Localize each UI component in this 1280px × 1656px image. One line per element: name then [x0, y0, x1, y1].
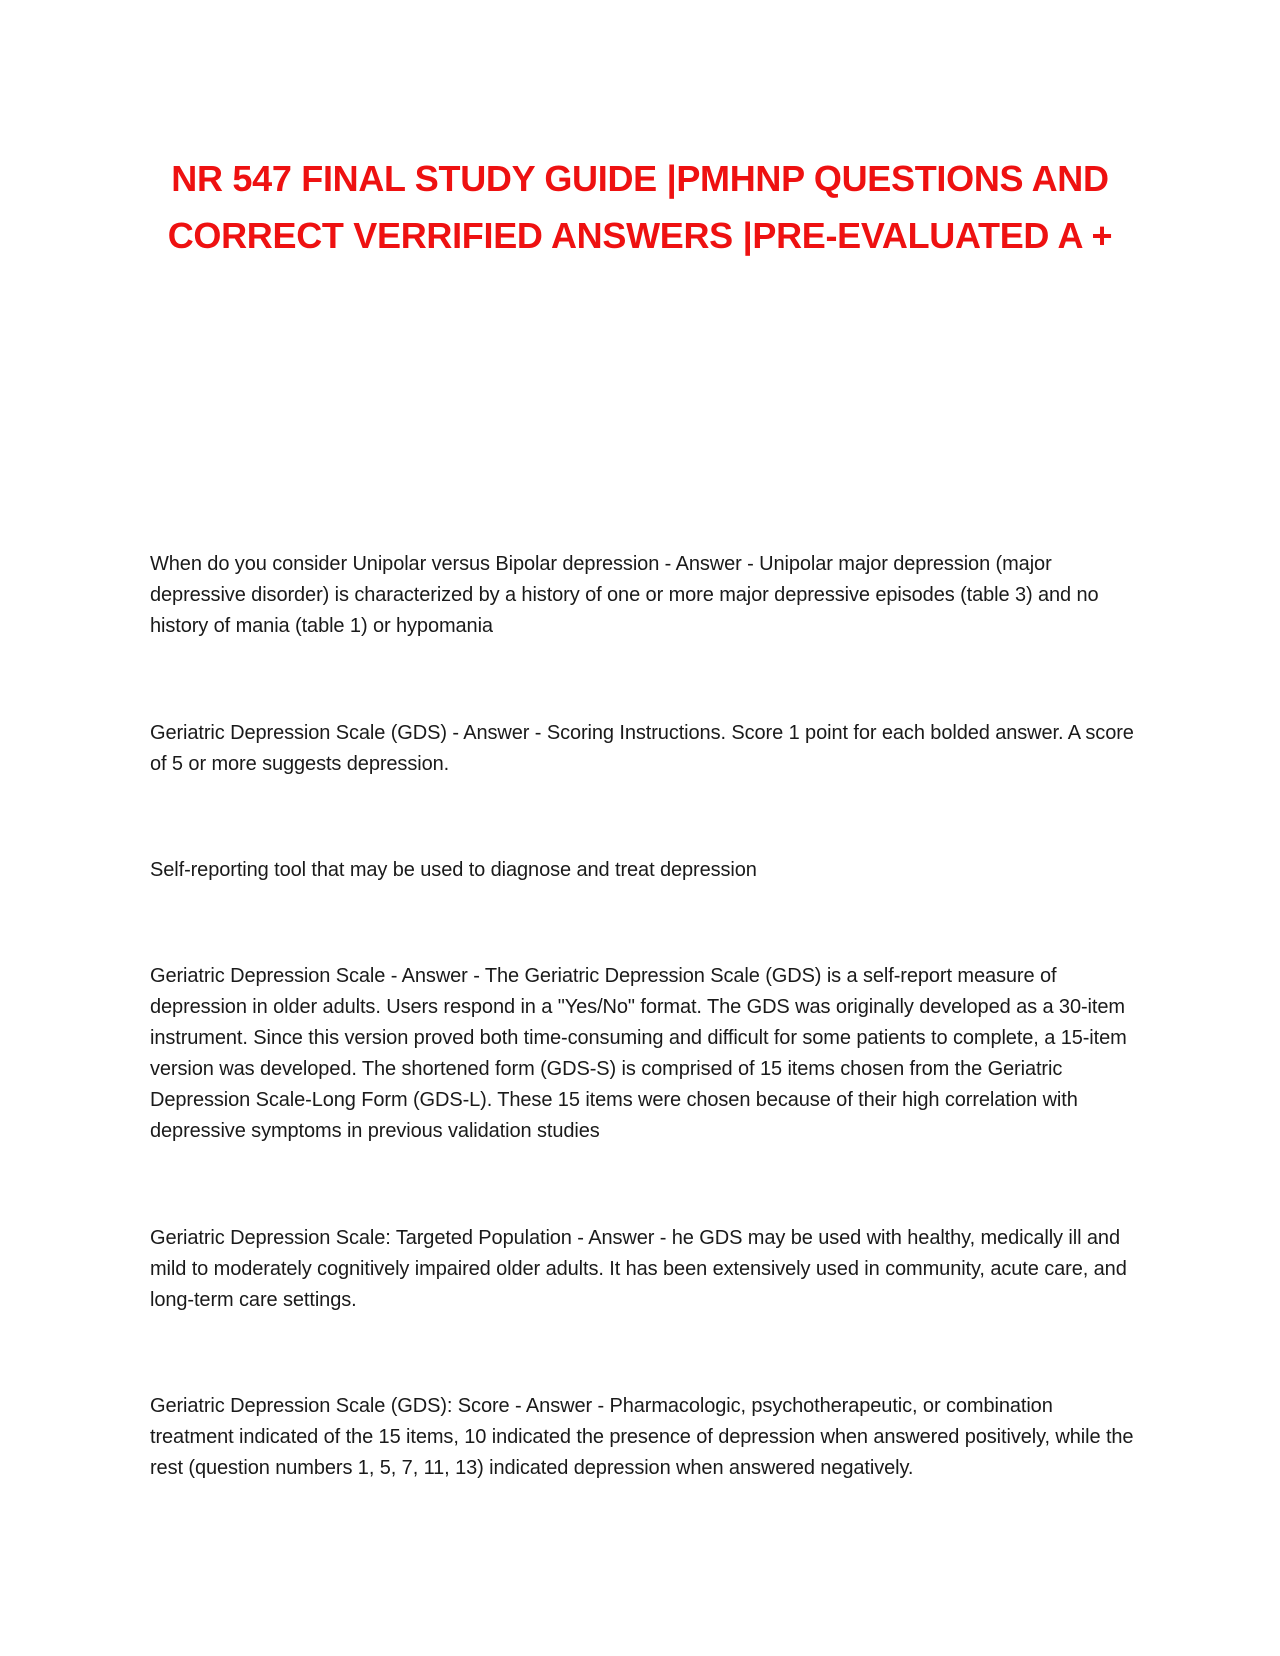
entry-answer: The Geriatric Depression Scale (GDS) is a self-report measure of depression in older adults. Users respond in a "Yes/No" format. The GDS was originally developed as a 30-item instrument. Since this version proved both time-consuming and difficult for some patients to complete, a 15-item version was developed. The shortened form (GDS-S) is comprised of 15 items chosen from the Geriatric Depression Scale-Long Form (GDS-L). These 15 items were chosen because of their high correlation with depressive symptoms in previous validation studies: [150, 965, 1127, 1142]
page-title: [120, 150, 1160, 264]
entry-question: Geriatric Depression Scale (GDS): Score: [150, 1395, 510, 1417]
qa-entry: [150, 1391, 1135, 1484]
entry-text: Self-reporting tool that may be used to diagnose and treat depression: [150, 859, 757, 881]
answer-separator: - Answer -: [509, 1395, 610, 1417]
title-line-1: NR 547 FINAL STUDY GUIDE |PMHNP QUESTIONS AND: [171, 158, 1109, 199]
entry-answer: he GDS may be used with healthy, medically ill and mild to moderately cognitively impaired older adults. It has been extensively used in community, acute care, and long-term care settings.: [150, 1227, 1127, 1311]
answer-separator: - Answer -: [571, 1227, 672, 1249]
answer-separator: - Answer -: [446, 722, 547, 744]
qa-entry: [150, 961, 1135, 1147]
answer-separator: - Answer -: [659, 553, 760, 575]
text-entry: [150, 855, 1135, 886]
qa-entry: [150, 1223, 1135, 1316]
answer-separator: - Answer -: [385, 965, 485, 987]
title-line-2: CORRECT VERRIFIED ANSWERS |PRE-EVALUATED A +: [167, 215, 1113, 256]
entry-question: When do you consider Unipolar versus Bipolar depression: [150, 553, 660, 575]
entry-answer: Unipolar major depression (major depressive disorder) is characterized by a history of one or more major depressive episodes (table 3) and no history of mania (table 1) or hypomania: [150, 553, 1099, 637]
qa-entry: [150, 718, 1135, 780]
entry-question: Geriatric Depression Scale (GDS): [150, 722, 447, 744]
entry-answer: Scoring Instructions. Score 1 point for each bolded answer. A score of 5 or more suggests depression.: [150, 722, 1134, 775]
entry-question: Geriatric Depression Scale: Targeted Population: [150, 1227, 572, 1249]
entry-question: Geriatric Depression Scale: [150, 965, 386, 987]
qa-entry: [150, 549, 1135, 642]
entry-answer: Pharmacologic, psychotherapeutic, or combination treatment indicated of the 15 items, 10 indicated the presence of depression when answered positively, while the rest (question numbers 1, 5, 7, 11, 13) indicated depression when answered negatively.: [150, 1395, 1134, 1479]
